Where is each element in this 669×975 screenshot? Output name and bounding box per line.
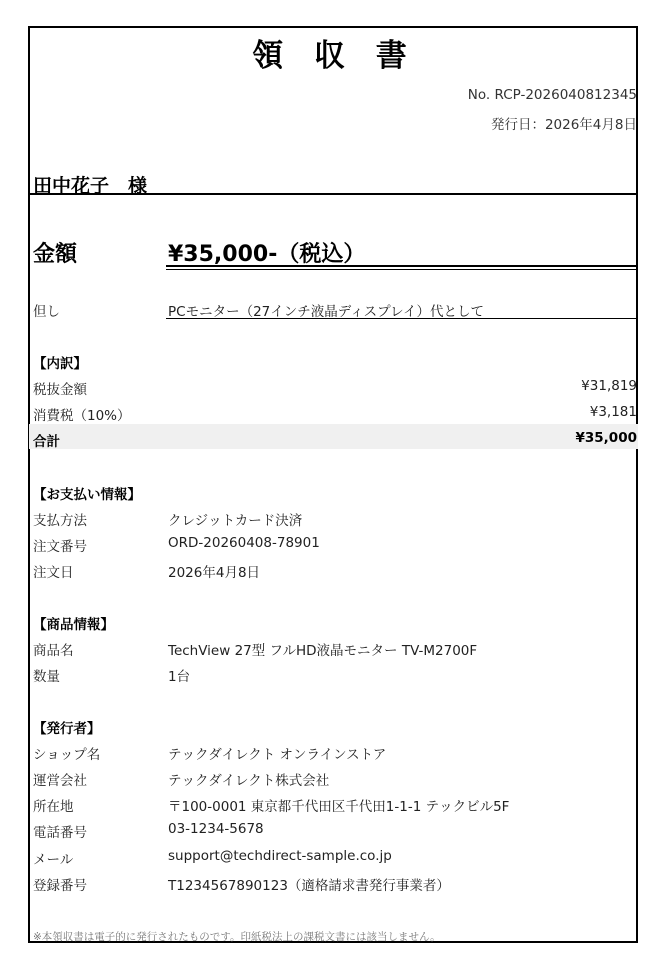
issuer-row-value: テックダイレクト株式会社 [168,773,330,789]
breakdown-row-label: 税抜金額 [33,382,87,398]
breakdown-row-label: 消費税（10%） [33,408,131,424]
issuer-row-label: 登録番号 [33,878,87,894]
product-row-value: TechView 27型 フルHD液晶モニター TV-M2700F [168,643,478,659]
issue-date: 発行日：2026年4月8日 [490,117,637,133]
total-row-background [29,424,638,449]
amount-value: ¥35,000-（税込） [168,242,366,267]
issuer-row-value: 03-1234-5678 [168,821,264,837]
proviso-label: 但し [33,304,60,320]
issuer-row-label: 電話番号 [33,825,87,841]
issuer-row-value: テックダイレクト オンラインストア [168,747,387,763]
amount-underline [166,265,638,267]
payment-row-value: 2026年4月8日 [168,565,261,581]
product-header: 【商品情報】 [33,617,114,633]
issuer-row-label: 運営会社 [33,773,87,789]
amount-underline-thin [166,269,638,270]
issuer-row-value: T1234567890123（適格請求書発行事業者） [168,878,450,894]
issuer-header: 【発行者】 [33,721,101,737]
payment-row-value: ORD-20260408-78901 [168,535,320,551]
footer-note: ※本領収書は電子的に発行されたものです。印紙税法上の課税文書には該当しません。 [33,931,441,943]
breakdown-row-value: ¥31,819 [581,378,637,394]
payment-row-label: 支払方法 [33,513,87,529]
product-row-value: 1台 [168,669,191,685]
issuer-row-label: ショップ名 [33,747,101,763]
proviso-underline [166,318,638,319]
total-label: 合計 [33,434,60,450]
product-row-label: 数量 [33,669,60,685]
receipt-number: No. RCP-2026040812345 [467,87,637,103]
payment-header: 【お支払い情報】 [33,487,141,503]
total-value: ¥35,000 [575,430,637,446]
payment-row-label: 注文日 [33,565,74,581]
issuer-row-label: メール [33,852,74,868]
issuer-row-value: 〒100-0001 東京都千代田区千代田1-1-1 テックビル5F [168,799,510,815]
breakdown-header: 【内訳】 [33,356,87,372]
issuer-row-label: 所在地 [33,799,74,815]
amount-label: 金額 [33,242,78,267]
product-row-label: 商品名 [33,643,74,659]
issuer-email[interactable]: support@techdirect-sample.co.jp [168,848,392,864]
document-title: 領 収 書 [252,38,417,74]
proviso-value: PCモニター（27インチ液晶ディスプレイ）代として [168,304,484,320]
payment-row-value: クレジットカード決済 [168,513,303,529]
recipient-divider [29,193,638,195]
recipient-name: 田中花子 様 [33,175,148,197]
payment-row-label: 注文番号 [33,539,87,555]
breakdown-row-value: ¥3,181 [589,404,637,420]
